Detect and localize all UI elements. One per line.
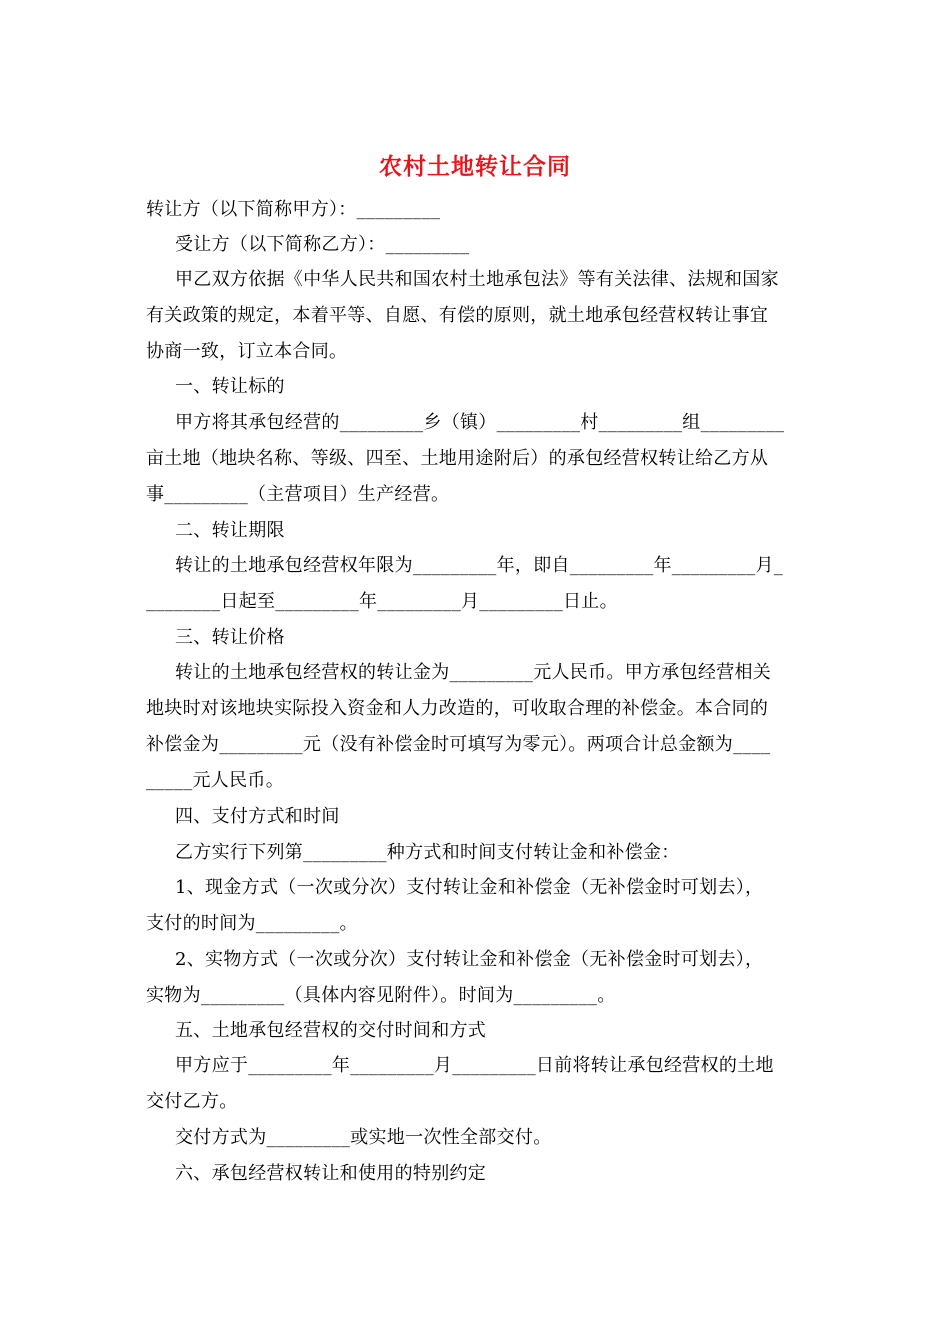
section-2-line-1: 转让的土地承包经营权年限为_________年，即自_________年_________月_: [175, 555, 784, 576]
section-3-line-3: 补偿金为_________元（没有补偿金时可填写为零元）。两项合计总金额为____: [146, 734, 771, 755]
party-a-line: 转让方（以下简称甲方）：_________: [146, 199, 441, 220]
section-3-line-4: _____元人民币。: [146, 770, 284, 791]
section-1-line-3: 事_________（主营项目）生产经营。: [146, 484, 450, 505]
section-4-line-2: 1、现金方式（一次或分次）支付转让金和补偿金（无补偿金时可划去），: [175, 877, 764, 898]
section-3-line-2: 地块时对该地块实际投入资金和人力改造的，可收取合理的补偿金。本合同的: [146, 698, 769, 719]
section-5-line-1: 甲方应于_________年_________月_________日前将转让承包经营权的土地: [175, 1055, 774, 1076]
document-title: 农村土地转让合同: [379, 153, 571, 180]
preamble-line-2: 有关政策的规定，本着平等、自愿、有偿的原则，就土地承包经营权转让事宜: [146, 305, 769, 326]
preamble-line-1: 甲乙双方依据《中华人民共和国农村土地承包法》等有关法律、法规和国家: [175, 269, 779, 290]
section-4-line-4: 2、实物方式（一次或分次）支付转让金和补偿金（无补偿金时可划去），: [175, 949, 764, 970]
section-5-line-3: 交付方式为_________或实地一次性全部交付。: [175, 1127, 552, 1148]
section-4-line-1: 乙方实行下列第_________种方式和时间支付转让金和补偿金：: [175, 842, 680, 863]
section-4-line-5: 实物为_________（具体内容见附件）。时间为_________。: [146, 985, 616, 1006]
section-3-line-1: 转让的土地承包经营权的转让金为_________元人民币。甲方承包经营相关: [175, 662, 772, 683]
section-4-line-3: 支付的时间为_________。: [146, 913, 358, 934]
section-6-heading: 六、承包经营权转让和使用的特别约定: [175, 1163, 487, 1184]
section-5-line-2: 交付乙方。: [146, 1091, 238, 1112]
party-b-line: 受让方（以下简称乙方）：_________: [175, 234, 470, 255]
section-1-line-2: 亩土地（地块名称、等级、四至、土地用途附后）的承包经营权转让给乙方从: [146, 448, 769, 469]
section-2-heading: 二、转让期限: [175, 520, 285, 541]
section-1-line-1: 甲方将其承包经营的_________乡（镇）_________村_________组_________: [175, 412, 785, 433]
section-3-heading: 三、转让价格: [175, 627, 285, 648]
section-1-heading: 一、转让标的: [175, 376, 285, 397]
section-5-heading: 五、土地承包经营权的交付时间和方式: [175, 1020, 487, 1041]
preamble-line-3: 协商一致，订立本合同。: [146, 341, 348, 362]
section-2-line-2: ________日起至_________年_________月_________日止。: [146, 591, 618, 612]
section-4-heading: 四、支付方式和时间: [175, 806, 340, 827]
